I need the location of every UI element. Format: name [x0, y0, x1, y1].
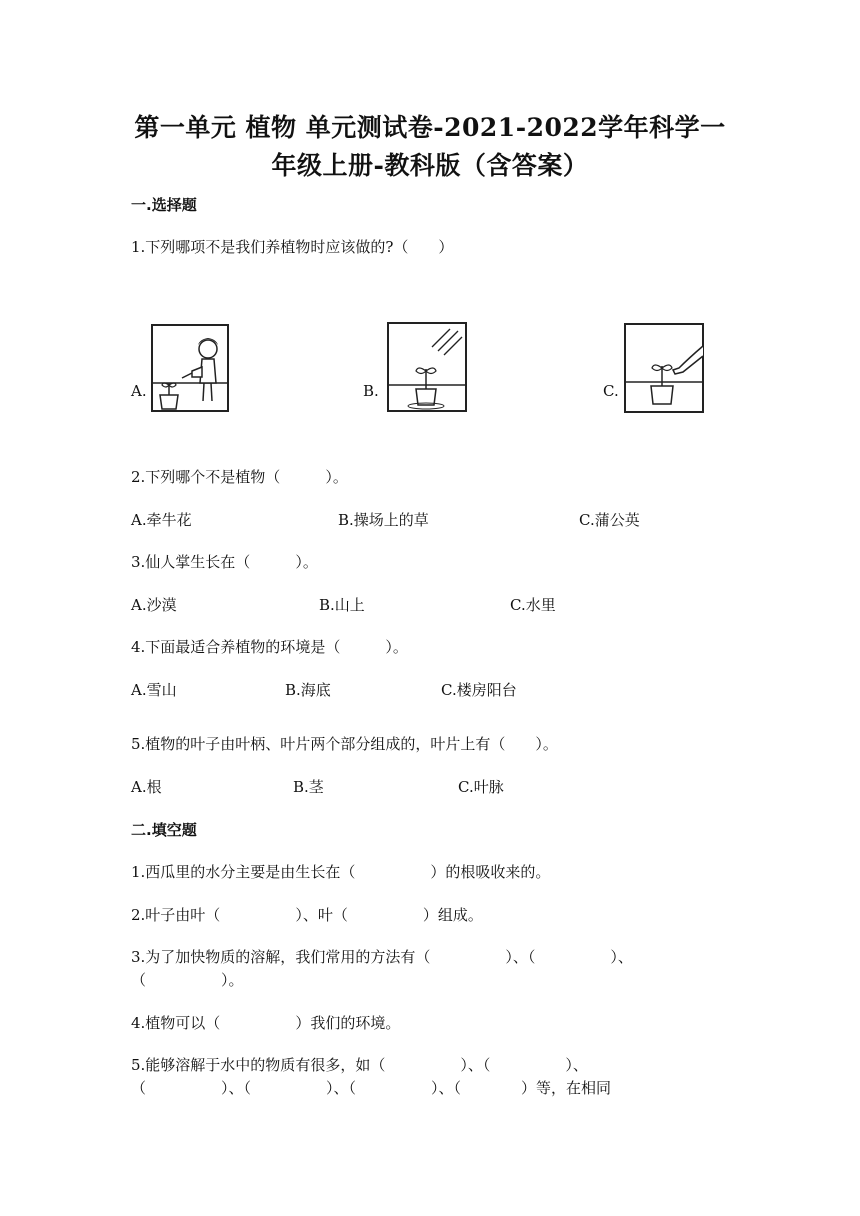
s2-q5-text-line1: 5.能够溶解于水中的物质有很多，如（ ）、（ ）、	[131, 1056, 588, 1074]
s2-q3-text-line1: 3.为了加快物质的溶解，我们常用的方法有（ ）、（ ）、	[131, 948, 633, 966]
s1-q5-text: 5.植物的叶子由叶柄、叶片两个部分组成的，叶片上有（ ）。	[131, 735, 558, 753]
s1-q5-option-a: A.根	[131, 778, 162, 796]
page-title-line2: 年级上册-教科版（含答案）	[271, 151, 589, 180]
girl-watering-plant-image	[150, 323, 230, 413]
s1-q2-option-c: C.蒲公英	[579, 511, 640, 529]
plant-in-sunlight-image	[386, 321, 468, 413]
s1-q1-option-c-label: C.	[603, 382, 619, 400]
s1-q4-text: 4.下面最适合养植物的环境是（ ）。	[131, 638, 408, 656]
s1-q3-option-c: C.水里	[510, 596, 556, 614]
s1-q2-text: 2.下列哪个不是植物（ ）。	[131, 468, 348, 486]
s1-q3-option-b: B.山上	[319, 596, 365, 614]
s2-q5-text-line2: （ ）、（ ）、（ ）、（ ）等，在相同	[131, 1079, 612, 1097]
s1-q1-text: 1.下列哪项不是我们养植物时应该做的?（ ）	[131, 238, 454, 256]
s1-q4-option-b: B.海底	[285, 681, 331, 699]
s1-q3-option-a: A.沙漠	[131, 596, 177, 614]
s1-q5-option-c: C.叶脉	[458, 778, 504, 796]
s1-q4-option-c: C.楼房阳台	[441, 681, 517, 699]
section1-heading: 一.选择题	[131, 196, 197, 214]
s1-q3-text: 3.仙人掌生长在（ ）。	[131, 553, 318, 571]
s2-q1-text: 1.西瓜里的水分主要是由生长在（ ）的根吸收来的。	[131, 863, 551, 881]
s1-q2-option-a: A.牵牛花	[131, 511, 192, 529]
s2-q4-text: 4.植物可以（ ）我们的环境。	[131, 1014, 401, 1032]
s1-q4-option-a: A.雪山	[131, 681, 177, 699]
s1-q2-option-b: B.操场上的草	[338, 511, 429, 529]
s1-q1-option-a-label: A.	[131, 382, 147, 400]
page-title-line1: 第一单元 植物 单元测试卷-2021-2022学年科学一	[134, 113, 726, 142]
hand-touching-plant-image	[623, 322, 705, 414]
s1-q1-option-b-label: B.	[363, 382, 379, 400]
section2-heading: 二.填空题	[131, 821, 197, 839]
s2-q2-text: 2.叶子由叶（ ）、叶（ ）组成。	[131, 906, 483, 924]
s2-q3-text-line2: （ ）。	[131, 971, 244, 989]
s1-q5-option-b: B.茎	[293, 778, 324, 796]
